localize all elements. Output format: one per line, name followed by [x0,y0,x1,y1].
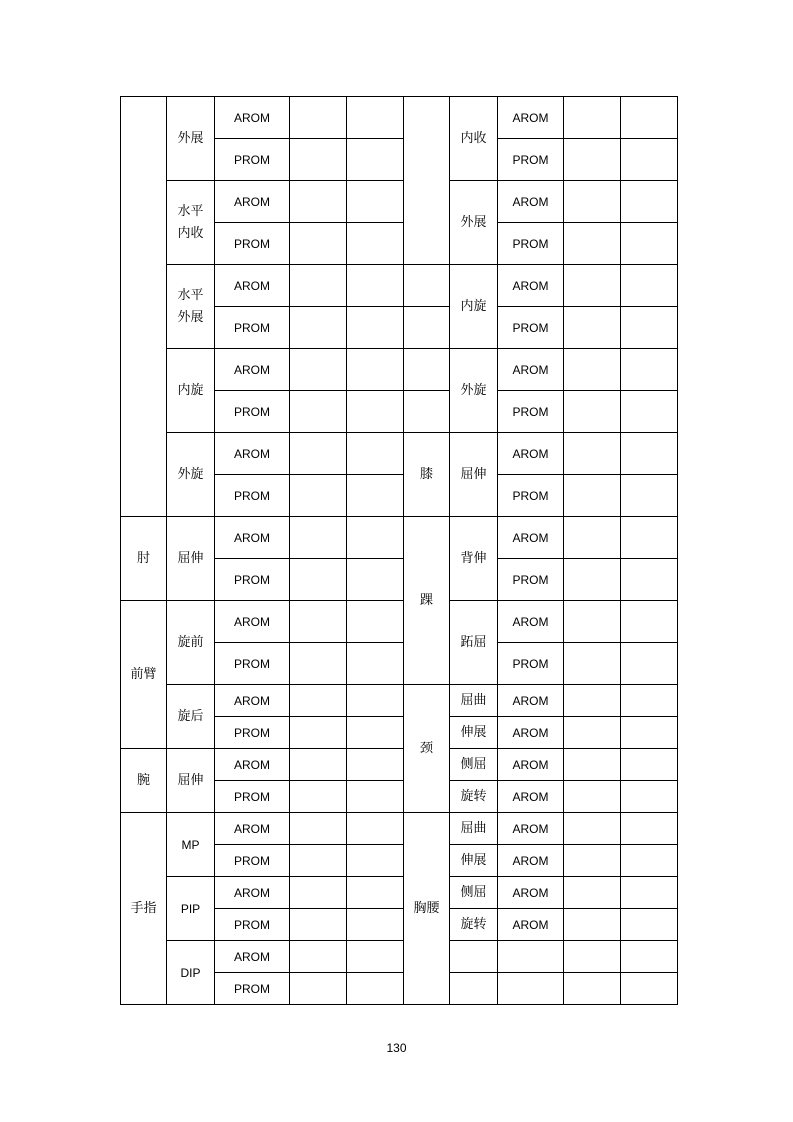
value-cell[interactable] [347,307,404,349]
right-joint-cell [404,307,450,349]
value-cell[interactable] [290,181,347,223]
measure-label: AROM [498,433,564,475]
value-cell[interactable] [621,517,678,559]
left-joint-forearm: 前臂 [121,601,167,749]
value-cell[interactable] [564,601,621,643]
measure-label: PROM [215,307,290,349]
right-movement-label: 伸展 [450,845,498,877]
left-movement-label: 内旋 [167,349,215,433]
value-cell[interactable] [564,475,621,517]
value-cell[interactable] [621,845,678,877]
value-cell[interactable] [290,559,347,601]
value-cell[interactable] [347,559,404,601]
value-cell[interactable] [564,749,621,781]
left-movement-label: 旋后 [167,685,215,749]
measure-label: AROM [215,181,290,223]
rom-table [120,96,678,1005]
measure-label: AROM [215,97,290,139]
right-movement-label: 内收 [450,97,498,181]
value-cell[interactable] [347,97,404,139]
left-joint-shoulder [121,97,167,517]
right-joint-knee: 膝 [404,433,450,517]
left-movement-label: DIP [167,941,215,1005]
value-cell[interactable] [564,643,621,685]
value-cell[interactable] [564,433,621,475]
measure-label: PROM [215,643,290,685]
measure-label: AROM [498,685,564,717]
value-cell[interactable] [290,97,347,139]
measure-label: AROM [498,601,564,643]
left-joint-fingers: 手指 [121,813,167,1005]
value-cell[interactable] [564,877,621,909]
left-movement-label: MP [167,813,215,877]
value-cell[interactable] [347,223,404,265]
measure-label: AROM [498,265,564,307]
value-cell[interactable] [290,601,347,643]
measure-label: PROM [498,643,564,685]
measure-label: PROM [498,307,564,349]
empty-cell [498,941,564,973]
value-cell[interactable] [290,941,347,973]
value-cell[interactable] [621,601,678,643]
measure-label: AROM [498,349,564,391]
value-cell[interactable] [290,307,347,349]
value-cell[interactable] [347,475,404,517]
measure-label: PROM [215,781,290,813]
value-cell[interactable] [564,685,621,717]
measure-label: PROM [498,391,564,433]
value-cell[interactable] [347,265,404,307]
value-cell[interactable] [290,845,347,877]
measure-label: AROM [498,909,564,941]
value-cell[interactable] [621,307,678,349]
left-movement-label: 旋前 [167,601,215,685]
measure-label: AROM [215,265,290,307]
left-movement-label: 外旋 [167,433,215,517]
right-movement-label: 侧屈 [450,877,498,909]
measure-label: PROM [215,973,290,1005]
value-cell[interactable] [621,475,678,517]
value-cell[interactable] [347,643,404,685]
measure-label: AROM [215,941,290,973]
value-cell[interactable] [347,781,404,813]
value-cell[interactable] [347,433,404,475]
value-cell[interactable] [621,181,678,223]
value-cell[interactable] [347,909,404,941]
measure-label: AROM [215,517,290,559]
value-cell[interactable] [564,813,621,845]
value-cell[interactable] [564,909,621,941]
measure-label: PROM [215,717,290,749]
value-cell[interactable] [621,97,678,139]
right-movement-label: 屈伸 [450,433,498,517]
measure-label: PROM [498,475,564,517]
measure-label: AROM [215,349,290,391]
measure-label: PROM [498,223,564,265]
right-joint-cell [404,391,450,433]
value-cell[interactable] [621,781,678,813]
right-movement-label: 旋转 [450,781,498,813]
measure-label: PROM [215,139,290,181]
value-cell[interactable] [290,349,347,391]
measure-label: AROM [498,877,564,909]
value-cell[interactable] [564,265,621,307]
right-movement-label: 侧屈 [450,749,498,781]
empty-cell [498,973,564,1005]
value-cell[interactable] [621,813,678,845]
value-cell[interactable] [564,181,621,223]
value-cell[interactable] [621,223,678,265]
value-cell[interactable] [347,391,404,433]
measure-label: AROM [498,813,564,845]
left-joint-wrist: 腕 [121,749,167,813]
value-cell[interactable] [564,349,621,391]
value-cell[interactable] [347,717,404,749]
measure-label: PROM [498,139,564,181]
right-movement-label: 屈曲 [450,813,498,845]
value-cell[interactable] [290,909,347,941]
value-cell[interactable] [621,139,678,181]
value-cell[interactable] [290,265,347,307]
value-cell[interactable] [290,717,347,749]
value-cell[interactable] [290,643,347,685]
page-number: 130 [386,1041,407,1055]
value-cell[interactable] [347,941,404,973]
right-movement-label: 屈曲 [450,685,498,717]
value-cell[interactable] [347,601,404,643]
measure-label: PROM [215,391,290,433]
right-movement-label: 外旋 [450,349,498,433]
value-cell[interactable] [621,973,678,1005]
value-cell[interactable] [621,717,678,749]
value-cell[interactable] [621,877,678,909]
measure-label: AROM [498,517,564,559]
measure-label: AROM [215,685,290,717]
value-cell[interactable] [621,749,678,781]
value-cell[interactable] [621,265,678,307]
value-cell[interactable] [347,813,404,845]
measure-label: AROM [498,845,564,877]
value-cell[interactable] [290,781,347,813]
value-cell[interactable] [347,845,404,877]
measure-label: PROM [215,909,290,941]
value-cell[interactable] [621,685,678,717]
left-movement-label: 水平外展 [167,265,215,349]
value-cell[interactable] [347,973,404,1005]
measure-label: AROM [215,433,290,475]
right-movement-label: 背伸 [450,517,498,601]
value-cell[interactable] [347,749,404,781]
value-cell[interactable] [564,391,621,433]
left-movement-label: 外展 [167,97,215,181]
left-movement-label: 水平内收 [167,181,215,265]
value-cell[interactable] [621,391,678,433]
measure-label: AROM [498,717,564,749]
value-cell[interactable] [564,973,621,1005]
value-cell[interactable] [621,559,678,601]
left-movement-label: 屈伸 [167,749,215,813]
value-cell[interactable] [290,877,347,909]
measure-label: AROM [215,877,290,909]
right-joint-neck: 颈 [404,685,450,813]
measure-label: AROM [498,181,564,223]
right-joint-hip [404,97,450,265]
value-cell[interactable] [621,349,678,391]
value-cell[interactable] [347,181,404,223]
right-joint-ankle: 踝 [404,517,450,685]
value-cell[interactable] [564,941,621,973]
value-cell[interactable] [347,877,404,909]
right-joint-cell [404,349,450,391]
value-cell[interactable] [564,223,621,265]
empty-cell [450,973,498,1005]
value-cell[interactable] [621,909,678,941]
value-cell[interactable] [564,781,621,813]
value-cell[interactable] [347,349,404,391]
value-cell[interactable] [564,139,621,181]
value-cell[interactable] [564,517,621,559]
measure-label: PROM [215,475,290,517]
right-joint-trunk: 胸腰 [404,813,450,1005]
right-joint-cell [404,265,450,307]
value-cell[interactable] [564,307,621,349]
left-movement-label: PIP [167,877,215,941]
measure-label: PROM [215,559,290,601]
value-cell[interactable] [290,973,347,1005]
measure-label: AROM [215,601,290,643]
empty-cell [450,941,498,973]
value-cell[interactable] [347,139,404,181]
value-cell[interactable] [290,223,347,265]
measure-label: AROM [215,813,290,845]
measure-label: AROM [498,749,564,781]
left-movement-label: 屈伸 [167,517,215,601]
value-cell[interactable] [621,643,678,685]
value-cell[interactable] [290,139,347,181]
right-movement-label: 旋转 [450,909,498,941]
value-cell[interactable] [290,685,347,717]
value-cell[interactable] [290,813,347,845]
left-joint-elbow: 肘 [121,517,167,601]
value-cell[interactable] [347,685,404,717]
value-cell[interactable] [290,433,347,475]
value-cell[interactable] [290,391,347,433]
value-cell[interactable] [564,559,621,601]
measure-label: AROM [498,781,564,813]
right-movement-label: 伸展 [450,717,498,749]
measure-label: AROM [498,97,564,139]
measure-label: PROM [215,845,290,877]
value-cell[interactable] [564,717,621,749]
value-cell[interactable] [290,475,347,517]
value-cell[interactable] [564,845,621,877]
value-cell[interactable] [621,941,678,973]
value-cell[interactable] [290,749,347,781]
value-cell[interactable] [621,433,678,475]
right-movement-label: 内旋 [450,265,498,349]
value-cell[interactable] [347,517,404,559]
value-cell[interactable] [290,517,347,559]
measure-label: AROM [215,749,290,781]
measure-label: PROM [498,559,564,601]
right-movement-label: 跖屈 [450,601,498,685]
value-cell[interactable] [564,97,621,139]
right-movement-label: 外展 [450,181,498,265]
measure-label: PROM [215,223,290,265]
